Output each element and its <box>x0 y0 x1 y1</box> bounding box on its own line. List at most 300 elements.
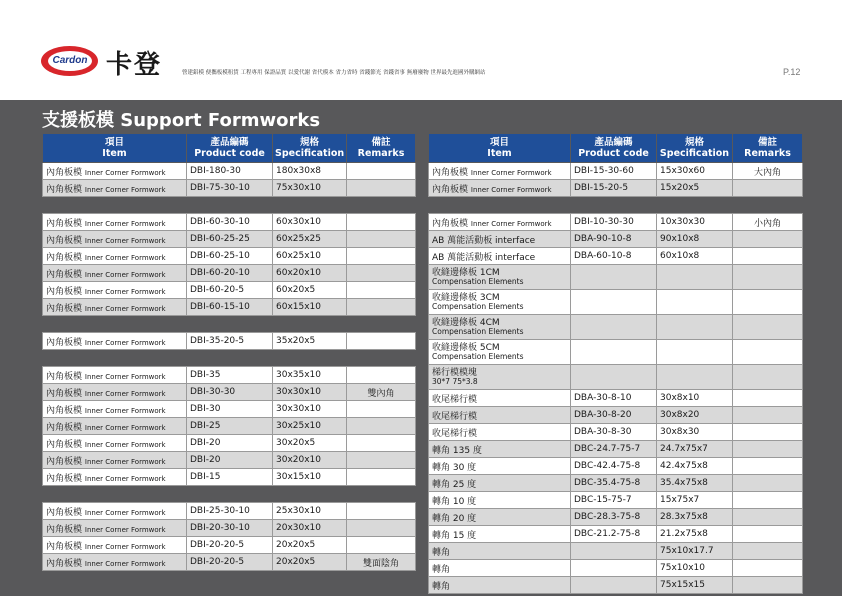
remark-cell <box>733 475 803 492</box>
spec-cell: 15x75x7 <box>657 492 733 509</box>
spec-cell <box>657 340 733 365</box>
item-cell <box>43 231 187 248</box>
remark-cell <box>733 180 803 197</box>
remark-cell <box>347 537 416 554</box>
separator-cell <box>43 350 416 367</box>
table-row <box>429 492 803 509</box>
table-row <box>43 367 416 384</box>
table-row <box>429 390 803 407</box>
item-name: 內角板模 <box>46 541 83 552</box>
table-row <box>43 435 416 452</box>
item-name-en: Inner Corner Formwork <box>84 423 166 432</box>
item-name-en: Inner Corner Formwork <box>84 440 166 449</box>
spec-cell: 30x15x10 <box>273 469 347 486</box>
spec-cell: 60x30x10 <box>273 214 347 231</box>
table-row <box>43 265 416 282</box>
separator-row <box>429 197 803 214</box>
item-cell <box>43 333 187 350</box>
product-code-cell: DBI-15-20-5 <box>571 180 657 197</box>
col-code: 產品編碼 Product code <box>187 134 273 163</box>
table-header-row <box>43 134 416 163</box>
item-subtitle: Compensation Elements <box>432 352 524 361</box>
item-name-en: Inner Corner Formwork <box>84 508 166 517</box>
table-row <box>429 526 803 543</box>
table-row <box>43 401 416 418</box>
remark-cell <box>733 315 803 340</box>
item-name: 內角板模 <box>46 184 83 195</box>
item-cell <box>43 367 187 384</box>
spec-cell: 90x10x8 <box>657 231 733 248</box>
remark-cell <box>733 424 803 441</box>
item-cell <box>429 577 571 594</box>
product-code-cell: DBI-20-20-5 <box>187 537 273 554</box>
item-cell <box>429 458 571 475</box>
item-name: 內角板模 <box>46 507 83 518</box>
spec-cell: 30x30x10 <box>273 401 347 418</box>
table-row <box>43 537 416 554</box>
spec-cell: 20x20x5 <box>273 554 347 571</box>
item-name: 收縫邊條板 3CM <box>432 293 500 303</box>
item-cell <box>43 248 187 265</box>
spec-cell: 30x20x5 <box>273 435 347 452</box>
product-code-cell: DBA-30-8-30 <box>571 424 657 441</box>
separator-row <box>43 350 416 367</box>
product-code-cell: DBC-24.7-75-7 <box>571 441 657 458</box>
remark-cell <box>733 509 803 526</box>
cardon-logo-text: Cardon <box>48 51 92 71</box>
brand-name: 卡登 <box>106 50 163 80</box>
item-cell <box>429 365 571 390</box>
remark-cell <box>347 231 416 248</box>
table-row <box>429 265 803 290</box>
table-row <box>429 475 803 492</box>
table-row <box>429 560 803 577</box>
item-name-en: Inner Corner Formwork <box>470 219 552 228</box>
item-name: 內角板模 <box>432 184 469 195</box>
product-code-cell: DBI-15 <box>187 469 273 486</box>
product-code-cell: DBI-35-20-5 <box>187 333 273 350</box>
remark-cell <box>733 290 803 315</box>
item-name-en: Inner Corner Formwork <box>84 525 166 534</box>
item-cell <box>429 390 571 407</box>
item-name: 內角板模 <box>46 337 83 348</box>
separator-row <box>43 486 416 503</box>
item-name: 收尾梯行模 <box>432 394 478 405</box>
left-spec-table <box>42 133 416 571</box>
product-code-cell: DBI-20-30-10 <box>187 520 273 537</box>
item-cell <box>429 265 571 290</box>
item-cell <box>43 452 187 469</box>
product-code-cell: DBC-42.4-75-8 <box>571 458 657 475</box>
item-cell <box>43 418 187 435</box>
spec-cell: 75x10x10 <box>657 560 733 577</box>
table-row <box>429 315 803 340</box>
spec-cell: 10x30x30 <box>657 214 733 231</box>
item-cell <box>43 163 187 180</box>
remark-cell <box>733 340 803 365</box>
item-name-en: Inner Corner Formwork <box>84 372 166 381</box>
product-code-cell: DBA-90-10-8 <box>571 231 657 248</box>
item-cell <box>43 503 187 520</box>
remark-cell <box>347 435 416 452</box>
remark-cell <box>347 469 416 486</box>
item-name-en: Inner Corner Formwork <box>84 270 166 279</box>
table-row <box>429 340 803 365</box>
table-row <box>43 214 416 231</box>
separator-cell <box>43 197 416 214</box>
item-name-en: Inner Corner Formwork <box>84 253 166 262</box>
spec-cell: 30x8x10 <box>657 390 733 407</box>
item-cell <box>43 520 187 537</box>
table-row <box>43 299 416 316</box>
product-code-cell: DBC-35.4-75-8 <box>571 475 657 492</box>
spec-cell <box>657 365 733 390</box>
item-cell <box>43 299 187 316</box>
spec-cell: 30x30x10 <box>273 384 347 401</box>
col-item: 項目 Item <box>429 134 571 163</box>
remark-cell <box>347 180 416 197</box>
table-row <box>43 163 416 180</box>
item-name-en: Inner Corner Formwork <box>84 168 166 177</box>
item-name: 內角板模 <box>46 286 83 297</box>
spec-cell: 60x20x5 <box>273 282 347 299</box>
product-code-cell <box>571 577 657 594</box>
remark-cell <box>347 163 416 180</box>
spec-cell: 60x20x10 <box>273 265 347 282</box>
spec-cell: 15x30x60 <box>657 163 733 180</box>
product-code-cell: DBI-60-25-25 <box>187 231 273 248</box>
col-item: 項目 Item <box>43 134 187 163</box>
item-cell <box>43 214 187 231</box>
remark-cell <box>347 248 416 265</box>
spec-cell: 25x30x10 <box>273 503 347 520</box>
product-code-cell: DBI-30-30 <box>187 384 273 401</box>
spec-cell: 75x30x10 <box>273 180 347 197</box>
item-cell <box>429 407 571 424</box>
item-name: 轉角 135 度 <box>432 445 482 456</box>
remark-cell <box>347 452 416 469</box>
product-code-cell <box>571 365 657 390</box>
right-spec-table <box>428 133 803 594</box>
table-row <box>43 333 416 350</box>
remark-cell <box>733 492 803 509</box>
item-name: 轉角 <box>432 581 451 592</box>
remark-cell <box>733 231 803 248</box>
item-cell <box>43 435 187 452</box>
spec-cell <box>657 315 733 340</box>
table-row <box>429 365 803 390</box>
item-name-en: Inner Corner Formwork <box>84 338 166 347</box>
remark-cell <box>733 248 803 265</box>
item-cell <box>429 509 571 526</box>
item-name: 收尾梯行模 <box>432 428 478 439</box>
remark-cell: 雙內角 <box>347 384 416 401</box>
item-name: 轉角 10 度 <box>432 496 477 507</box>
item-name: 轉角 <box>432 564 451 575</box>
remark-cell <box>347 503 416 520</box>
item-name: 內角板模 <box>432 167 469 178</box>
spec-cell: 35x20x5 <box>273 333 347 350</box>
table-row <box>429 543 803 560</box>
spec-cell: 20x30x10 <box>273 520 347 537</box>
product-code-cell: DBI-20 <box>187 435 273 452</box>
item-name: 內角板模 <box>46 439 83 450</box>
remark-cell <box>733 577 803 594</box>
item-cell <box>429 526 571 543</box>
product-code-cell: DBA-30-8-10 <box>571 390 657 407</box>
separator-cell <box>429 197 803 214</box>
spec-cell: 60x15x10 <box>273 299 347 316</box>
table-row <box>43 180 416 197</box>
separator-cell <box>43 486 416 503</box>
item-cell <box>429 543 571 560</box>
spec-cell: 24.7x75x7 <box>657 441 733 458</box>
col-spec: 規格 Specification <box>273 134 347 163</box>
remark-cell <box>347 418 416 435</box>
item-name: AB 萬能活動板 interface <box>432 252 536 263</box>
product-code-cell: DBI-60-20-10 <box>187 265 273 282</box>
spec-cell: 30x8x20 <box>657 407 733 424</box>
product-code-cell: DBC-28.3-75-8 <box>571 509 657 526</box>
product-code-cell: DBI-35 <box>187 367 273 384</box>
table-row <box>429 509 803 526</box>
product-code-cell: DBI-60-25-10 <box>187 248 273 265</box>
product-code-cell: DBI-30 <box>187 401 273 418</box>
item-subtitle: Compensation Elements <box>432 277 524 286</box>
remark-cell <box>733 365 803 390</box>
item-name: 內角板模 <box>46 252 83 263</box>
item-cell <box>43 554 187 571</box>
product-code-cell: DBI-180-30 <box>187 163 273 180</box>
table-row <box>429 407 803 424</box>
spec-cell: 30x8x30 <box>657 424 733 441</box>
item-name: AB 萬能活動板 interface <box>432 235 536 246</box>
product-code-cell <box>571 265 657 290</box>
product-code-cell: DBI-20-20-5 <box>187 554 273 571</box>
item-cell <box>43 265 187 282</box>
item-cell <box>429 560 571 577</box>
table-row <box>429 214 803 231</box>
remark-cell <box>733 265 803 290</box>
item-name: 內角板模 <box>46 405 83 416</box>
remark-cell <box>733 526 803 543</box>
item-name: 內角板模 <box>46 269 83 280</box>
item-name-en: Inner Corner Formwork <box>84 389 166 398</box>
item-name: 轉角 <box>432 547 451 558</box>
table-row <box>429 163 803 180</box>
remark-cell <box>733 441 803 458</box>
spec-cell: 30x20x10 <box>273 452 347 469</box>
product-code-cell <box>571 340 657 365</box>
item-cell <box>429 492 571 509</box>
item-subtitle: Compensation Elements <box>432 327 524 336</box>
item-name-en: Inner Corner Formwork <box>84 559 166 568</box>
item-cell <box>429 315 571 340</box>
page-title: 支援板模 Support Formworks <box>42 110 321 131</box>
left-table-body <box>43 163 416 571</box>
separator-row <box>43 197 416 214</box>
product-code-cell: DBI-25 <box>187 418 273 435</box>
item-cell <box>43 180 187 197</box>
spec-cell: 60x25x25 <box>273 231 347 248</box>
item-cell <box>429 475 571 492</box>
item-cell <box>429 214 571 231</box>
product-code-cell: DBC-15-75-7 <box>571 492 657 509</box>
remark-cell <box>347 282 416 299</box>
page-number: P.12 <box>783 67 801 77</box>
table-row <box>429 180 803 197</box>
product-code-cell: DBI-60-15-10 <box>187 299 273 316</box>
table-row <box>43 384 416 401</box>
item-name-en: Inner Corner Formwork <box>84 406 166 415</box>
spec-cell <box>657 265 733 290</box>
spec-cell: 30x25x10 <box>273 418 347 435</box>
table-row <box>429 231 803 248</box>
table-row <box>43 248 416 265</box>
col-code: 產品編碼 Product code <box>571 134 657 163</box>
product-code-cell: DBI-20 <box>187 452 273 469</box>
table-row <box>429 248 803 265</box>
remark-cell <box>347 214 416 231</box>
product-code-cell <box>571 315 657 340</box>
page-header <box>0 0 842 100</box>
product-code-cell: DBI-15-30-60 <box>571 163 657 180</box>
remark-cell <box>347 333 416 350</box>
item-cell <box>43 537 187 554</box>
item-name: 內角板模 <box>432 218 469 229</box>
item-name: 內角板模 <box>46 524 83 535</box>
item-name: 轉角 15 度 <box>432 530 477 541</box>
item-name-en: Inner Corner Formwork <box>84 287 166 296</box>
item-name-en: Inner Corner Formwork <box>84 542 166 551</box>
item-name: 內角板模 <box>46 218 83 229</box>
item-cell <box>429 163 571 180</box>
table-row <box>429 441 803 458</box>
table-row <box>43 231 416 248</box>
separator-cell <box>43 316 416 333</box>
item-cell <box>429 290 571 315</box>
item-cell <box>429 441 571 458</box>
col-remarks: 備註 Remarks <box>733 134 803 163</box>
tagline: 營建鋁模 便攜板模租賃 工程專用 保證品質 以愛代謝 省代模本 省力省時 省錢節光 省錢省事 無廢廢物 世界最先進國外購網站 <box>182 70 486 76</box>
product-code-cell: DBA-30-8-20 <box>571 407 657 424</box>
item-name: 梯行模模塊 <box>432 368 478 378</box>
remark-cell: 雙面陰角 <box>347 554 416 571</box>
product-code-cell: DBA-60-10-8 <box>571 248 657 265</box>
item-name: 內角板模 <box>46 235 83 246</box>
spec-cell: 60x25x10 <box>273 248 347 265</box>
item-cell <box>429 180 571 197</box>
spec-cell: 35.4x75x8 <box>657 475 733 492</box>
item-name: 收縫邊條板 5CM <box>432 343 500 353</box>
item-name-en: Inner Corner Formwork <box>84 219 166 228</box>
product-code-cell: DBI-75-30-10 <box>187 180 273 197</box>
table-row <box>43 554 416 571</box>
remark-cell <box>733 390 803 407</box>
spec-cell: 180x30x8 <box>273 163 347 180</box>
item-name-en: Inner Corner Formwork <box>84 457 166 466</box>
spec-cell: 30x35x10 <box>273 367 347 384</box>
item-name: 收縫邊條板 1CM <box>432 268 500 278</box>
spec-cell: 75x15x15 <box>657 577 733 594</box>
table-row <box>429 290 803 315</box>
spec-cell: 20x20x5 <box>273 537 347 554</box>
table-row <box>43 452 416 469</box>
separator-row <box>43 316 416 333</box>
spec-cell <box>657 290 733 315</box>
item-name: 內角板模 <box>46 422 83 433</box>
item-name: 內角板模 <box>46 388 83 399</box>
table-row <box>429 424 803 441</box>
item-cell <box>429 231 571 248</box>
spec-cell: 15x20x5 <box>657 180 733 197</box>
item-name: 內角板模 <box>46 167 83 178</box>
product-code-cell <box>571 543 657 560</box>
item-cell <box>43 384 187 401</box>
item-name: 收縫邊條板 4CM <box>432 318 500 328</box>
item-name: 內角板模 <box>46 371 83 382</box>
col-remarks: 備註 Remarks <box>347 134 416 163</box>
spec-cell: 42.4x75x8 <box>657 458 733 475</box>
remark-cell: 大內角 <box>733 163 803 180</box>
spec-cell: 21.2x75x8 <box>657 526 733 543</box>
item-name-en: Inner Corner Formwork <box>84 185 166 194</box>
product-code-cell <box>571 560 657 577</box>
col-spec: 規格 Specification <box>657 134 733 163</box>
item-cell <box>429 424 571 441</box>
item-cell <box>43 401 187 418</box>
item-name: 轉角 30 度 <box>432 462 477 473</box>
table-row <box>43 282 416 299</box>
product-code-cell: DBI-60-30-10 <box>187 214 273 231</box>
item-cell <box>43 282 187 299</box>
item-name: 內角板模 <box>46 558 83 569</box>
item-name: 內角板模 <box>46 473 83 484</box>
item-name-en: Inner Corner Formwork <box>84 236 166 245</box>
spec-cell: 28.3x75x8 <box>657 509 733 526</box>
remark-cell <box>733 560 803 577</box>
remark-cell: 小內角 <box>733 214 803 231</box>
remark-cell <box>347 265 416 282</box>
right-table-body <box>429 163 803 594</box>
item-cell <box>429 248 571 265</box>
table-row <box>43 418 416 435</box>
item-cell <box>43 469 187 486</box>
item-name: 收尾梯行模 <box>432 411 478 422</box>
remark-cell <box>733 458 803 475</box>
remark-cell <box>347 401 416 418</box>
spec-cell: 60x10x8 <box>657 248 733 265</box>
spec-cell: 75x10x17.7 <box>657 543 733 560</box>
item-name: 內角板模 <box>46 303 83 314</box>
product-code-cell <box>571 290 657 315</box>
item-cell <box>429 340 571 365</box>
item-subtitle: Compensation Elements <box>432 302 524 311</box>
table-row <box>429 458 803 475</box>
item-name-en: Inner Corner Formwork <box>84 474 166 483</box>
item-subtitle: 30*7 75*3.8 <box>432 377 478 386</box>
table-row <box>429 577 803 594</box>
item-name-en: Inner Corner Formwork <box>470 168 552 177</box>
table-row <box>43 503 416 520</box>
remark-cell <box>347 299 416 316</box>
remark-cell <box>347 520 416 537</box>
remark-cell <box>347 367 416 384</box>
table-header-row <box>429 134 803 163</box>
product-code-cell: DBC-21.2-75-8 <box>571 526 657 543</box>
product-code-cell: DBI-25-30-10 <box>187 503 273 520</box>
table-row <box>43 469 416 486</box>
